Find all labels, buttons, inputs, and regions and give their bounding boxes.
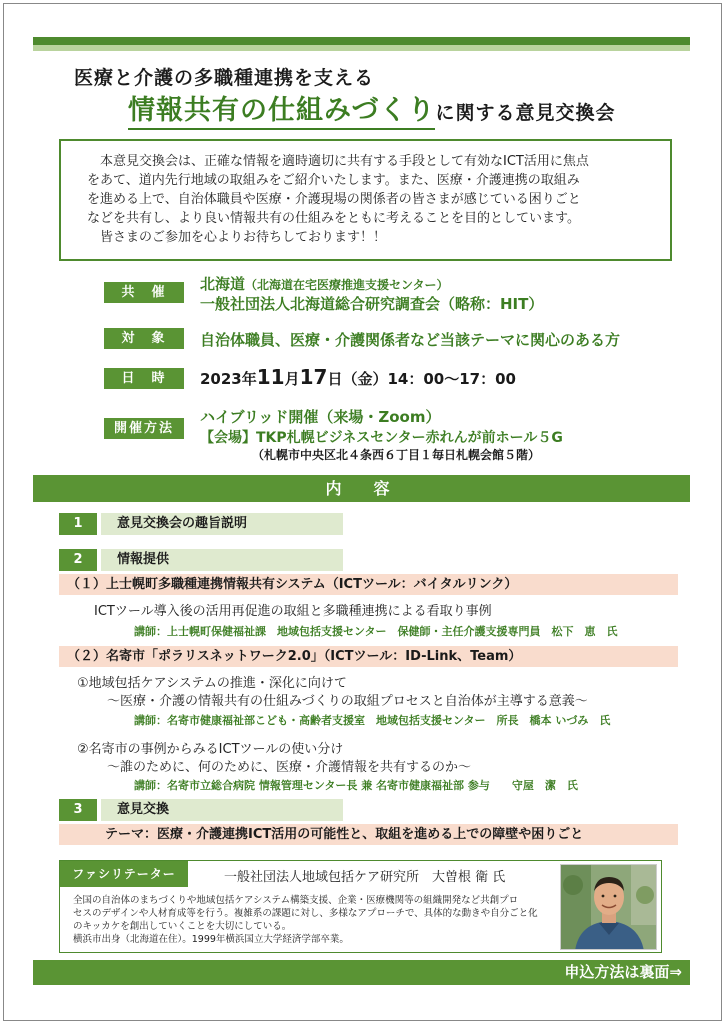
title-suffix: に関する意見交換会 [435, 102, 616, 124]
organizer-main: 北海道 [200, 275, 246, 293]
title-line1: 医療と介護の多職種連携を支える [74, 67, 375, 89]
section1-number: 1 [59, 513, 97, 535]
top-decor-bar [33, 37, 690, 45]
intro-line: を進める上で、自治体職員や医療・介護現場の関係者の皆さまが感じている困りごと [87, 192, 581, 207]
method-address: （札幌市中央区北４条西６丁目１毎日札幌会館５階） [252, 448, 541, 462]
organizer-line1 [200, 273, 449, 294]
section1-title: 意見交換会の趣旨説明 [101, 513, 343, 535]
section2-title: 情報提供 [101, 549, 343, 571]
intro-line: をあて、道内先行地域の取組みをご紹介いたします。また、医療・介護連携の取組み [87, 173, 580, 188]
sub2-item1-speaker: 講師：名寄市健康福祉部こども・高齢者支援室 地域包括支援センター 所長 橋本 いづみ 氏 [134, 714, 611, 727]
intro-line: 本意見交換会は、正確な情報を適時適切に共有する手段として有効なICT活用に焦点 [100, 154, 589, 169]
date-month-unit: 月 [284, 370, 300, 388]
section3-number: 3 [59, 799, 97, 821]
section2-sub2-heading: （２）名寄市「ポラリスネットワーク2.0」（ICTツール：ID-Link、Team） [59, 646, 678, 667]
method-line2: 【会場】TKP札幌ビジネスセンター赤れんが前ホール５G [200, 430, 563, 446]
datetime-value [200, 365, 516, 389]
top-decor-bar-light [33, 45, 690, 51]
sub2-item2-title: ②名寄市の事例からみるICTツールの使い分け [77, 742, 344, 757]
sub2-item2-subtitle: ～誰のために、何のために、医療・介護情報を共有するのか～ [107, 760, 472, 775]
section3-title: 意見交換 [101, 799, 343, 821]
method-line1: ハイブリッド開催（来場・Zoom） [200, 408, 441, 426]
date-year: 2023年 [200, 370, 257, 388]
target-value: 自治体職員、医療・介護関係者など当該テーマに関心のある方 [200, 331, 621, 349]
sub2-item1-subtitle: ～医療・介護の情報共有の仕組みづくりの取組プロセスと自治体が主導する意義～ [107, 694, 588, 709]
date-day: 17 [299, 365, 328, 389]
sub2-item1-title: ①地域包括ケアシステムの推進・深化に向けて [77, 676, 347, 691]
datetime-label: 日 時 [104, 368, 184, 389]
bio-line: セスのデザインや人材育成等を行う。複雑系の課題に対し、多様なアプローチで、具体的な動きや自分ごと化 [73, 908, 538, 919]
intro-line: などを共有し、より良い情報共有の仕組みをともに考えることを目的としています。 [87, 211, 580, 226]
organizer-line2: 一般社団法人北海道総合研究調査会（略称：HIT） [200, 295, 544, 313]
facilitator-photo [560, 864, 657, 950]
sub2-item2-speaker: 講師：名寄市立総合病院 情報管理センター長 兼 名寄市健康福祉部 参与 守屋 潔 氏 [134, 779, 578, 792]
sub1-description: ICTツール導入後の活用再促進の取組と多職種連携による看取り事例 [94, 604, 492, 619]
intro-box [59, 139, 672, 261]
title-main: 情報共有の仕組みづくり [128, 95, 435, 130]
sub1-speaker: 講師：上士幌町保健福祉課 地域包括支援センター 保健師・主任介護支援専門員 松下 恵 氏 [134, 625, 618, 638]
date-day-unit: 日 [327, 370, 343, 388]
content-heading: 内 容 [33, 475, 690, 502]
section2-sub1-heading: （１）上士幌町多職種連携情報共有システム（ICTツール：バイタルリンク） [59, 574, 678, 595]
bio-line: のキッカケを創出していくことを大切にしている。 [73, 921, 292, 932]
facilitator-label: ファシリテーター [60, 861, 188, 887]
person-photo-icon [561, 865, 657, 950]
organizer-note: （北海道在宅医療推進支援センター） [245, 278, 449, 292]
organizer-label: 共 催 [104, 282, 184, 303]
facilitator-name: 一般社団法人地域包括ケア研究所 大曽根 衛 氏 [224, 870, 506, 885]
section3-theme: テーマ：医療・介護連携ICT活用の可能性と、取組を進める上での障壁や困りごと [59, 824, 678, 845]
facilitator-bio [73, 894, 553, 946]
date-month: 11 [256, 365, 285, 389]
footer-band [33, 960, 690, 985]
application-info-link[interactable]: 申込方法は裏面⇒ [564, 963, 682, 981]
bio-line: 横浜市出身（北海道在住）。1999年横浜国立大学経済学部卒業。 [73, 934, 349, 945]
intro-line: 皆さまのご参加を心よりお待ちしております！！ [100, 230, 387, 245]
bio-line: 全国の自治体のまちづくりや地域包括ケアシステム構築支援、企業・医療機関等の組織開発など共創プロ [73, 895, 519, 906]
section2-number: 2 [59, 549, 97, 571]
date-weekday: （金） [342, 370, 388, 388]
method-label: 開催方法 [104, 418, 184, 439]
date-time: 14：00～17：00 [387, 370, 516, 388]
target-label: 対 象 [104, 328, 184, 349]
title-line2 [128, 88, 615, 127]
